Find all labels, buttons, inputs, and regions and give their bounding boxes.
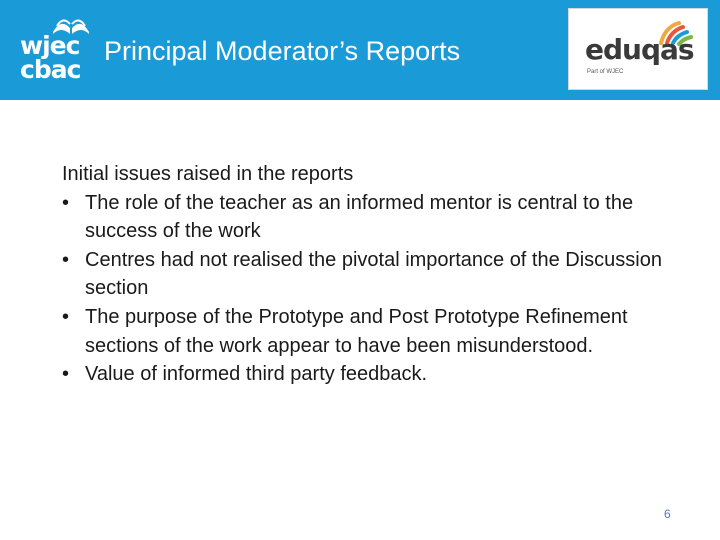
- wjec-cbac-logo: [18, 14, 94, 84]
- bullet-text: Value of informed third party feedback.: [85, 363, 428, 386]
- bullet-icon: •: [62, 363, 70, 386]
- list-item: [62, 303, 672, 360]
- bullet-icon: •: [62, 305, 70, 328]
- eduqas-wordmark: eduqas: [585, 33, 694, 66]
- list-item: [62, 360, 672, 389]
- page-title: Principal Moderator’s Reports: [104, 36, 461, 66]
- eduqas-tagline: Part of WJEC: [587, 69, 624, 75]
- intro-text: Initial issues raised in the reports: [62, 163, 354, 185]
- bullet-icon: •: [62, 191, 70, 214]
- list-item: [62, 189, 672, 246]
- eduqas-logo: [568, 8, 708, 90]
- bullet-text: The role of the teacher as an informed mentor is central to the success of the work: [85, 191, 634, 243]
- bullet-list: [62, 189, 672, 389]
- header-bar: [0, 0, 720, 100]
- bullet-icon: •: [62, 248, 70, 271]
- list-item: [62, 246, 672, 303]
- slide-body: [62, 160, 672, 389]
- logo-line-cbac: cbac: [20, 55, 81, 84]
- bullet-text: The purpose of the Prototype and Post Prototype Refinement sections of the work appear to have been misunderstood.: [85, 305, 628, 357]
- logo-line-wjec: wjec: [20, 31, 80, 60]
- bullet-text: Centres had not realised the pivotal importance of the Discussion section: [85, 248, 662, 300]
- page-number: 6: [664, 507, 671, 521]
